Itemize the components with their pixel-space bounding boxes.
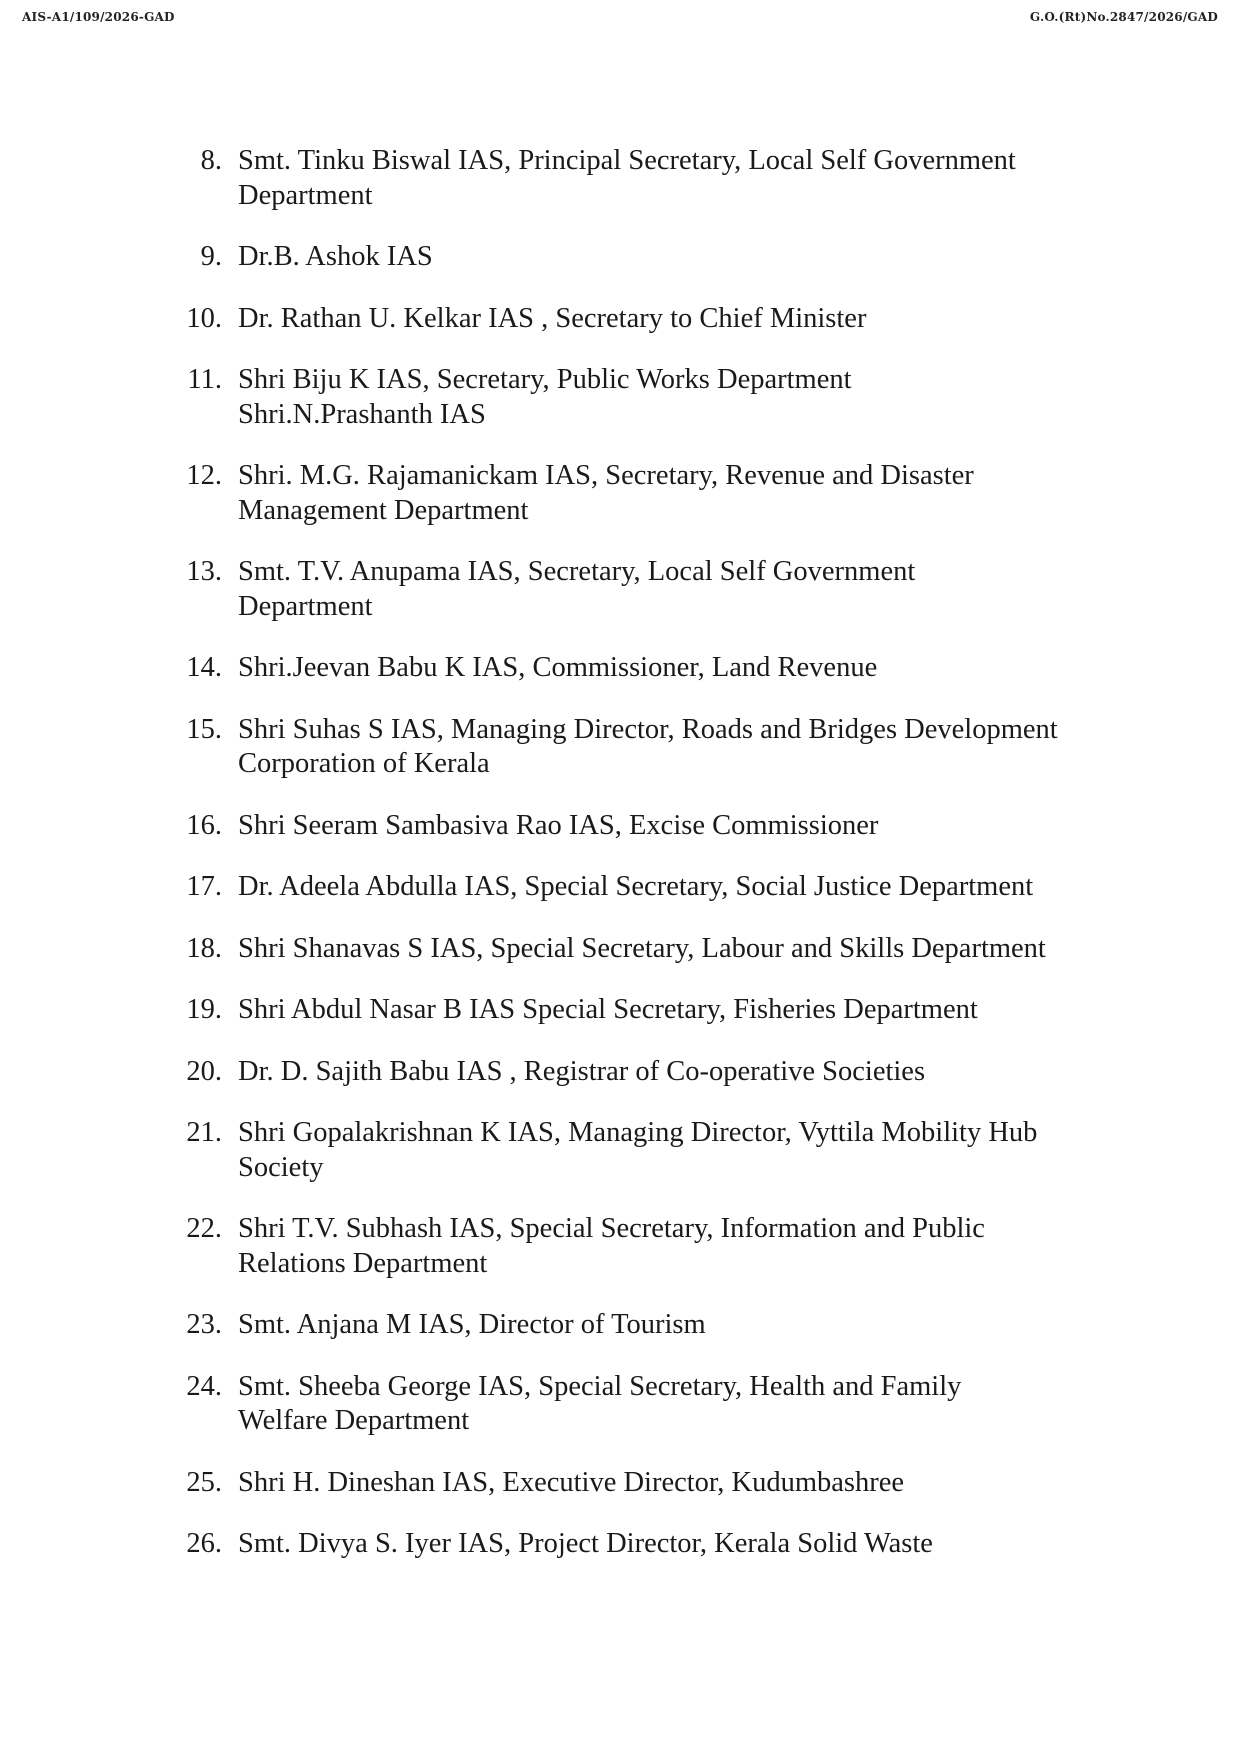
- item-number: 25.: [186, 1466, 222, 1498]
- item-number-cell: [160, 1116, 222, 1185]
- item-number-cell: [160, 144, 222, 213]
- item-number-cell: [160, 240, 222, 275]
- item-number: 16.: [186, 809, 222, 841]
- order-reference: G.O.(Rt)No.2847/2026/GAD: [1029, 10, 1218, 24]
- item-number: 18.: [186, 932, 222, 964]
- item-text-line: Shri H. Dineshan IAS, Executive Director, Kudumbashree: [238, 1466, 905, 1498]
- item-text: [222, 1055, 1100, 1090]
- item-number: 19.: [186, 994, 222, 1025]
- item-number-cell: [160, 870, 222, 905]
- item-text: [222, 1308, 1100, 1343]
- item-number-cell: [160, 993, 222, 1028]
- item-number-cell: [160, 363, 222, 432]
- item-text: [222, 993, 1100, 1028]
- list-item: [160, 809, 1100, 844]
- item-number-cell: [160, 651, 222, 686]
- item-text: [222, 1370, 1100, 1439]
- item-text-line: Shri Suhas S IAS, Managing Director, Roads and Bridges Development: [238, 713, 1058, 745]
- item-text: [222, 1212, 1100, 1281]
- item-text-line: Department: [238, 179, 373, 211]
- item-text-line: Society: [238, 1151, 324, 1183]
- item-number: 11.: [187, 364, 222, 395]
- item-number: 20.: [186, 1055, 222, 1087]
- item-text-line: Shri T.V. Subhash IAS, Special Secretary, Information and Public: [238, 1213, 985, 1244]
- item-number: 23.: [186, 1309, 222, 1340]
- item-text-line: Smt. Divya S. Iyer IAS, Project Director, Kerala Solid Waste: [238, 1528, 933, 1559]
- item-number: 12.: [186, 460, 222, 491]
- item-number: 10.: [186, 302, 222, 334]
- item-number: 17.: [186, 871, 222, 902]
- list-item: [160, 1212, 1100, 1281]
- item-text-line: Smt. Tinku Biswal IAS, Principal Secretary, Local Self Government: [238, 145, 1016, 176]
- item-text-line: Relations Department: [238, 1247, 488, 1279]
- item-number-cell: [160, 1055, 222, 1090]
- item-number: 26.: [186, 1528, 222, 1559]
- page-header: [22, 10, 1218, 24]
- list-item: [160, 459, 1100, 528]
- item-text-line: Dr. Rathan U. Kelkar IAS , Secretary to Chief Minister: [238, 302, 867, 334]
- item-number-cell: [160, 809, 222, 844]
- item-number: 9.: [200, 241, 222, 272]
- item-text-line: Management Department: [238, 494, 529, 526]
- item-text-line: Shri. M.G. Rajamanickam IAS, Secretary, Revenue and Disaster: [238, 460, 974, 491]
- item-number: 15.: [186, 713, 222, 745]
- item-number: 22.: [186, 1213, 222, 1244]
- list-item: [160, 1308, 1100, 1343]
- item-text-line: Smt. Sheeba George IAS, Special Secretary, Health and Family: [238, 1370, 962, 1402]
- item-text: [222, 1527, 1100, 1562]
- item-number-cell: [160, 1466, 222, 1501]
- item-number-cell: [160, 302, 222, 337]
- list-item: [160, 932, 1100, 967]
- item-text: [222, 363, 1100, 432]
- item-text: [222, 713, 1100, 782]
- officer-list: [160, 144, 1100, 1589]
- list-item: [160, 1116, 1100, 1185]
- item-number: 14.: [186, 652, 222, 683]
- list-item: [160, 363, 1100, 432]
- item-text-line: Dr. Adeela Abdulla IAS, Special Secretary, Social Justice Department: [238, 871, 1034, 902]
- list-item: [160, 302, 1100, 337]
- item-number: 13.: [186, 556, 222, 587]
- list-item: [160, 870, 1100, 905]
- item-number: 21.: [186, 1117, 222, 1148]
- item-number-cell: [160, 1527, 222, 1562]
- list-item: [160, 651, 1100, 686]
- list-item: [160, 555, 1100, 624]
- item-number-cell: [160, 1212, 222, 1281]
- item-text: [222, 240, 1100, 275]
- file-reference: AIS-A1/109/2026-GAD: [22, 10, 175, 24]
- item-number: 24.: [186, 1370, 222, 1402]
- item-text-line: Smt. T.V. Anupama IAS, Secretary, Local Self Government: [238, 556, 916, 587]
- item-number-cell: [160, 932, 222, 967]
- item-text: [222, 144, 1100, 213]
- item-text-line: Corporation of Kerala: [238, 748, 490, 779]
- list-item: [160, 144, 1100, 213]
- item-text: [222, 870, 1100, 905]
- item-text-line: Smt. Anjana M IAS, Director of Tourism: [238, 1309, 706, 1340]
- item-text-line: Dr.B. Ashok IAS: [238, 241, 433, 272]
- item-text-line: Shri Biju K IAS, Secretary, Public Works Department: [238, 364, 852, 395]
- item-number-cell: [160, 713, 222, 782]
- list-item: [160, 1466, 1100, 1501]
- item-number-cell: [160, 1370, 222, 1439]
- list-item: [160, 993, 1100, 1028]
- list-item: [160, 1527, 1100, 1562]
- item-text: [222, 459, 1100, 528]
- item-text-line: Dr. D. Sajith Babu IAS , Registrar of Co-operative Societies: [238, 1055, 926, 1087]
- item-text: [222, 1116, 1100, 1185]
- item-text-line: Shri.N.Prashanth IAS: [238, 398, 486, 430]
- list-item: [160, 1055, 1100, 1090]
- item-number-cell: [160, 555, 222, 624]
- item-text-line: Shri.Jeevan Babu K IAS, Commissioner, Land Revenue: [238, 652, 878, 683]
- item-text: [222, 302, 1100, 337]
- item-text-line: Department: [238, 590, 373, 622]
- list-item: [160, 240, 1100, 275]
- item-text-line: Welfare Department: [238, 1405, 470, 1436]
- item-text: [222, 1466, 1100, 1501]
- item-number-cell: [160, 459, 222, 528]
- item-text-line: Shri Gopalakrishnan K IAS, Managing Director, Vyttila Mobility Hub: [238, 1117, 1038, 1148]
- list-item: [160, 713, 1100, 782]
- item-text-line: Shri Shanavas S IAS, Special Secretary, Labour and Skills Department: [238, 932, 1046, 964]
- item-number-cell: [160, 1308, 222, 1343]
- item-text: [222, 809, 1100, 844]
- item-text: [222, 932, 1100, 967]
- item-text: [222, 651, 1100, 686]
- list-item: [160, 1370, 1100, 1439]
- item-text: [222, 555, 1100, 624]
- item-text-line: Shri Seeram Sambasiva Rao IAS, Excise Commissioner: [238, 809, 879, 841]
- item-text-line: Shri Abdul Nasar B IAS Special Secretary, Fisheries Department: [238, 994, 978, 1025]
- item-number: 8.: [200, 145, 222, 176]
